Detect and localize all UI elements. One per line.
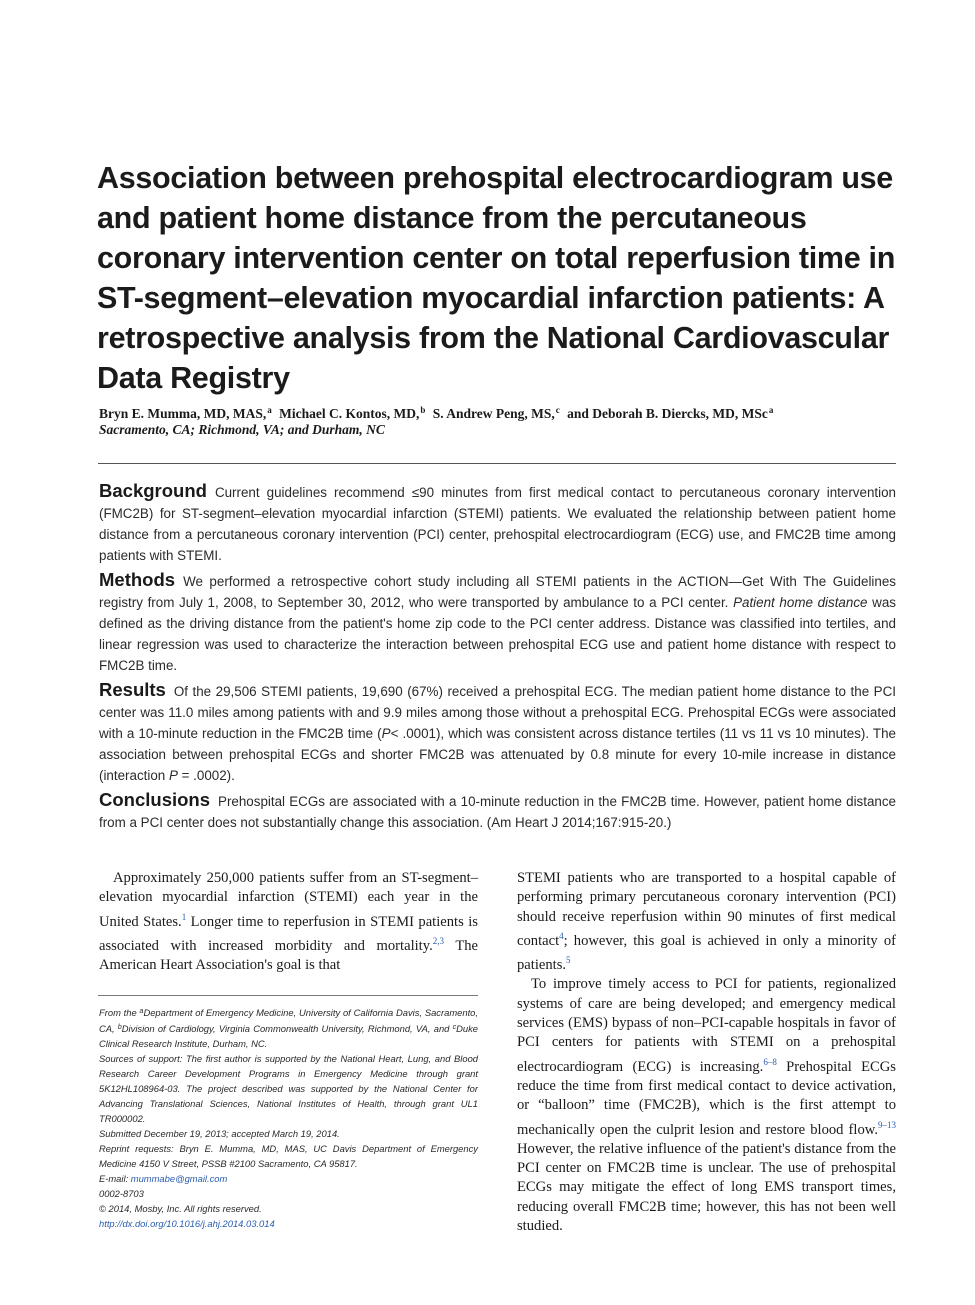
body-paragraph: [99, 869, 478, 975]
abstract-term: Patient home distance: [733, 595, 868, 610]
abstract-text: < .0001), which was consistent across distance tertiles (11 vs 11 vs 10 minutes). The association between prehospital ECGs and shorter FMC2B was attenuated by 0.8 minute for every 10-mile increase in distance (interaction: [99, 726, 896, 783]
footnote-text: From the: [99, 1007, 140, 1018]
body-paragraph: [517, 975, 896, 1236]
footnote-text: Division of Cardiology, Virginia Commonwealth University, Richmond, VA, and: [121, 1023, 453, 1034]
author-name: S. Andrew Peng, MS,: [432, 406, 555, 421]
author-name: and Deborah B. Diercks, MD, MSc: [567, 406, 768, 421]
doi-link[interactable]: http://dx.doi.org/10.1016/j.ahj.2014.03.014: [99, 1218, 275, 1229]
body-text: Approximately 250,000 patients suffer from an ST-segment–elevation myocardial infarction (STEMI) each year in the United States.: [99, 870, 478, 930]
footnote-divider: [98, 995, 478, 996]
footnotes: [99, 1004, 478, 1231]
abstract: [99, 480, 896, 836]
author-name: Bryn E. Mumma, MD, MAS,: [99, 406, 267, 421]
citation-link[interactable]: 4: [559, 930, 564, 941]
author-affiliation-mark: a: [768, 405, 774, 415]
body-text: To improve timely access to PCI for patients, regionalized systems of care are being developed; and emergency medical services (EMS) bypass of non–PCI-capable hospitals in favor of PCI centers for patients with STEMI on a prehospital electrocardiogram (ECG) is increasing.: [517, 976, 896, 1075]
footnote-reprint: Reprint requests: Bryn E. Mumma, MD, MAS, UC Davis Department of Emergency Medicine 4150 V Street, PSSB #2100 Sacramento, CA 95817.: [99, 1143, 478, 1169]
abstract-methods: [99, 569, 896, 676]
body-text: STEMI patients who are transported to a hospital capable of performing primary percutaneous coronary intervention (PCI) should receive reperfusion within 90 minutes of first medical contact: [517, 870, 896, 949]
abstract-text: Current guidelines recommend ≤90 minutes from first medical contact to percutaneous coronary intervention (FMC2B) for ST-segment–elevation myocardial infarction (STEMI) patients. We evaluated the relationship between patient home distance from a percutaneous coronary intervention (PCI) center, prehospital electrocardiogram (ECG) use, and FMC2B time among patients with STEMI.: [99, 485, 896, 563]
abstract-heading: Conclusions: [99, 789, 211, 810]
citation-link[interactable]: 1: [181, 911, 187, 922]
affiliation-mark: a: [139, 1008, 144, 1015]
author-affiliation-mark: c: [555, 405, 560, 415]
abstract-results: [99, 679, 896, 786]
abstract-heading: Background: [99, 480, 207, 501]
body-column-left: [99, 869, 478, 975]
body-text: ; however, this goal is achieved in only a minority of patients.: [517, 932, 896, 974]
email-link[interactable]: mummabe@gmail.com: [130, 1173, 228, 1184]
body-paragraph: [517, 869, 896, 975]
abstract-background: [99, 480, 896, 566]
body-text: However, the relative influence of the patient's distance from the PCI center on FMC2B time is unclear. The use of prehospital ECGs may mitigate the effect of long EMS transport times, reducing overall FMC2B time; however, this has not been well studied.: [517, 1140, 896, 1235]
citation-link[interactable]: 5: [566, 955, 571, 966]
footnote-email: [99, 1171, 478, 1186]
abstract-text: was defined as the driving distance from the patient's home zip code to the PCI center address. Distance was classified into tertiles, and linear regression was used to characterize the interaction between prehospital ECG use and patient home distance with respect to FMC2B time.: [99, 595, 896, 673]
footnote-text: Department of Emergency Medicine, University of California Davis, Sacramento, CA,: [99, 1007, 478, 1034]
footnote-submitted: Submitted December 19, 2013; accepted March 19, 2014.: [99, 1128, 340, 1139]
abstract-text: Prehospital ECGs are associated with a 10-minute reduction in the FMC2B time. However, patient home distance from a PCI center does not substantially change this association. (Am Heart J 2014;167:915-20.): [99, 794, 896, 830]
author-affiliation-mark: b: [420, 405, 426, 415]
abstract-heading: Methods: [99, 569, 176, 590]
body-text: The American Heart Association's goal is that: [99, 937, 479, 974]
citation-link[interactable]: 9–13: [878, 1119, 896, 1130]
p-value-symbol: P: [168, 768, 178, 783]
abstract-text: We performed a retrospective cohort study including all STEMI patients in the ACTION—Get With The Guidelines registry from July 1, 2008, to September 30, 2012, who were transported by ambulance to a PCI center.: [99, 574, 896, 610]
p-value-symbol: P: [381, 726, 391, 741]
footnote-affiliations: [99, 1004, 478, 1051]
body-text: Prehospital ECGs reduce the time from first medical contact to device activation, or “balloon” time (FMC2B), which is the first attempt to mechanically open the culprit lesion and restore blood flow.: [517, 1058, 896, 1138]
footnote-text: Duke Clinical Research Institute, Durham, NC.: [99, 1023, 479, 1049]
abstract-conclusions: [99, 789, 896, 833]
footnote-copyright: © 2014, Mosby, Inc. All rights reserved.: [99, 1203, 262, 1214]
footnote-text: E-mail:: [99, 1173, 131, 1184]
affiliation-mark: b: [117, 1024, 122, 1031]
body-text: Longer time to reperfusion in STEMI patients is associated with increased morbidity and mortality.: [99, 913, 478, 954]
author-affiliation-mark: a: [267, 405, 272, 415]
citation-link[interactable]: 2,3: [432, 935, 444, 946]
abstract-heading: Results: [99, 679, 166, 700]
author-name: Michael C. Kontos, MD,: [279, 406, 420, 421]
article-title: Association between prehospital electrocardiogram use and patient home distance from the percutaneous coronary intervention center on total reperfusion time in ST-segment–elevation myocardial infarction patients: A retrospective analysis from the National Cardiovascular Data Registry: [97, 161, 896, 395]
abstract-text: = .0002).: [177, 768, 235, 783]
author-locations: Sacramento, CA; Richmond, VA; and Durham, NC: [99, 422, 385, 437]
body-column-right: [517, 869, 896, 1236]
footnote-support: Sources of support: The first author is supported by the National Heart, Lung, and Blood Research Career Development Programs in Emergency Medicine through grant 5K12HL108964-03. The project described was supported by the National Center for Advancing Translational Sciences, National Institutes of Health, through grant UL1 TR000002.: [99, 1053, 478, 1124]
abstract-divider: [98, 463, 896, 464]
citation-link[interactable]: 6–8: [763, 1056, 777, 1067]
footnote-issn: 0002-8703: [99, 1188, 144, 1199]
affiliation-mark: c: [452, 1024, 457, 1031]
abstract-text: Of the 29,506 STEMI patients, 19,690 (67%) received a prehospital ECG. The median patient home distance to the PCI center was 11.0 miles among patients with and 9.9 miles among those without a prehospital ECG. Prehospital ECGs were associated with a 10-minute reduction in the FMC2B time (: [99, 684, 896, 741]
